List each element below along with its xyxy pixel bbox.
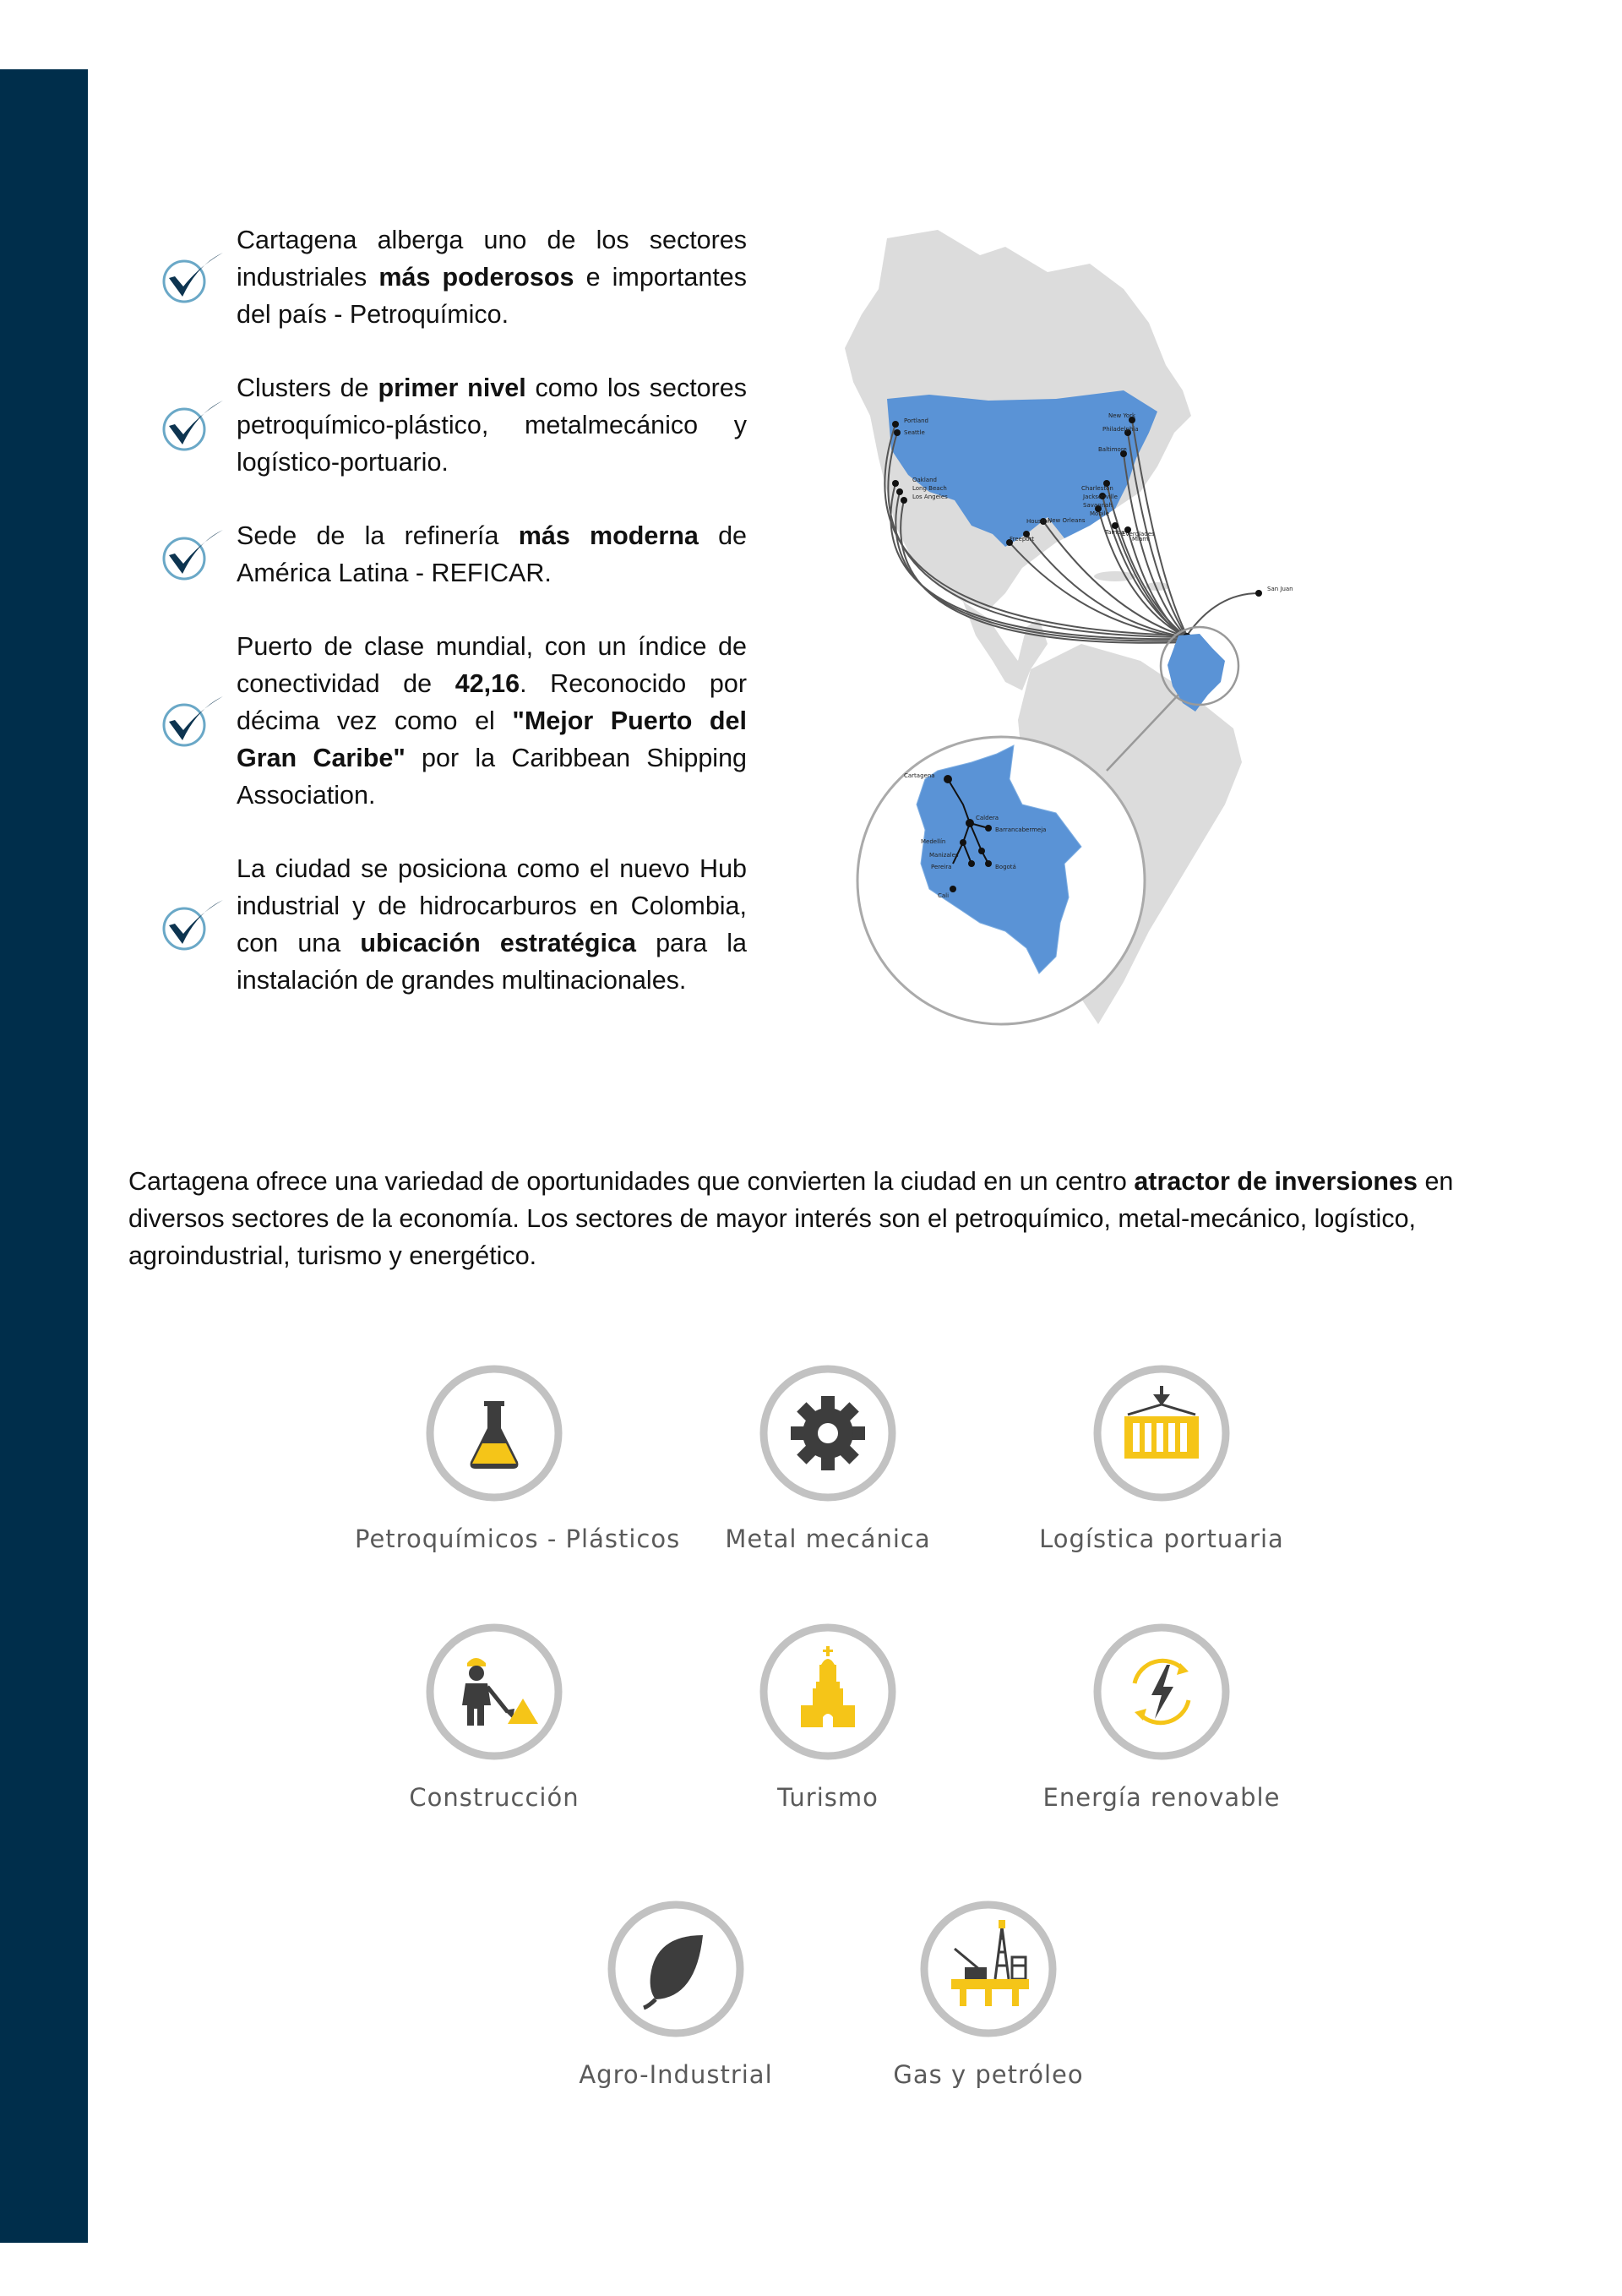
svg-text:Charleston: Charleston [1081,485,1113,492]
svg-text:Barrancabermeja: Barrancabermeja [995,826,1047,833]
svg-text:Caldera: Caldera [976,815,999,821]
container-crane-icon [1091,1362,1233,1504]
intro-paragraph: Cartagena ofrece una variedad de oportunidades que convierten la ciudad en un centro atractor de inversiones en diversos sectores de la economía. Los sectores de mayor interés son el petroquímico, metal-mecánico, logístico, agroindustrial, turismo y energético. [128,1167,1454,1270]
svg-text:Cartagena: Cartagena [904,772,935,779]
cathedral-icon [757,1621,899,1763]
svg-text:New York: New York [1108,412,1136,419]
feature-text: Puerto de clase mundial, con un índice de conectividad de 42,16. Reconocido por décima vez como el "Mejor Puerto del Gran Caribe" por la Caribbean Shipping Association. [237,632,747,810]
svg-text:Los Angeles: Los Angeles [912,494,948,500]
feature-item [161,369,752,481]
americas-connectivity-map [836,221,1461,1033]
svg-text:Long Beach: Long Beach [912,485,947,492]
checkmark-icon [161,526,237,582]
svg-text:Savannah: Savannah [1083,502,1113,509]
svg-text:Portland: Portland [904,417,928,424]
feature-list [161,221,752,1035]
checkmark-icon [161,693,237,749]
sector-label: Agro-Industrial [579,2060,773,2089]
feature-text: Cartagena alberga uno de los sectores industriales más poderosos e importantes del país - Petroquímico. [237,226,748,329]
feature-item [161,850,752,999]
sector-label: Turismo [777,1783,879,1812]
svg-text:Bogotá: Bogotá [995,864,1016,870]
sector-label: Gas y petróleo [893,2060,1084,2089]
left-sidebar-bar [0,69,88,2243]
sector-agro-industrial [536,1898,815,2089]
checkmark-icon [161,249,237,305]
feature-item [161,221,752,333]
svg-text:Jacksonville: Jacksonville [1083,494,1118,500]
sector-label: Construcción [409,1783,580,1812]
oil-rig-icon [917,1898,1059,2040]
svg-text:Tampa: Tampa [1105,529,1124,536]
svg-text:New Orleans: New Orleans [1048,517,1086,524]
svg-text:Pereira: Pereira [931,864,952,870]
feature-text: Sede de la refinería más moderna de América Latina - REFICAR. [237,521,747,587]
renewable-energy-icon [1091,1621,1233,1763]
checkmark-icon [161,897,237,952]
feature-item [161,628,752,814]
sector-label: Energía renovable [1042,1783,1281,1812]
sector-label: Metal mecánica [725,1524,931,1553]
svg-text:Baltimore: Baltimore [1098,446,1127,453]
gear-icon [757,1362,899,1504]
svg-text:Miami: Miami [1132,536,1151,543]
sector-logistica-portuaria [1022,1362,1301,1553]
svg-text:Manizales: Manizales [929,852,959,859]
flask-icon [423,1362,565,1504]
svg-text:Seattle: Seattle [904,429,925,436]
svg-text:San Juan: San Juan [1267,586,1293,592]
svg-text:Freeport: Freeport [1010,536,1035,543]
svg-text:Mobile: Mobile [1090,510,1109,517]
sector-energia-renovable [1022,1621,1301,1812]
svg-text:Cali: Cali [938,892,950,899]
svg-text:Houston: Houston [1026,518,1052,525]
sector-metal-mecanica [689,1362,967,1553]
feature-text: La ciudad se posiciona como el nuevo Hub industrial y de hidrocarburos en Colombia, con una ubicación estratégica para la instalación de grandes multinacionales. [237,854,748,995]
checkmark-icon [161,397,237,453]
sector-gas-petroleo [849,1898,1128,2089]
feature-item [161,517,752,592]
svg-text:Medellín: Medellín [921,838,946,845]
sector-construccion [355,1621,634,1812]
construction-worker-icon [423,1621,565,1763]
sector-label: Logística portuaria [1039,1524,1284,1553]
svg-text:Everglades: Everglades [1122,531,1155,537]
sector-petroquimicos [355,1362,681,1553]
feature-text: Clusters de primer nivel como los sectores petroquímico-plástico, metalmecánico y logístico-portuario. [237,374,748,477]
leaf-icon [605,1898,747,2040]
sector-label: Petroquímicos - Plásticos [355,1524,681,1553]
sector-turismo [689,1621,967,1812]
svg-text:Philadelphia: Philadelphia [1102,426,1139,433]
svg-text:Oakland: Oakland [912,477,937,483]
